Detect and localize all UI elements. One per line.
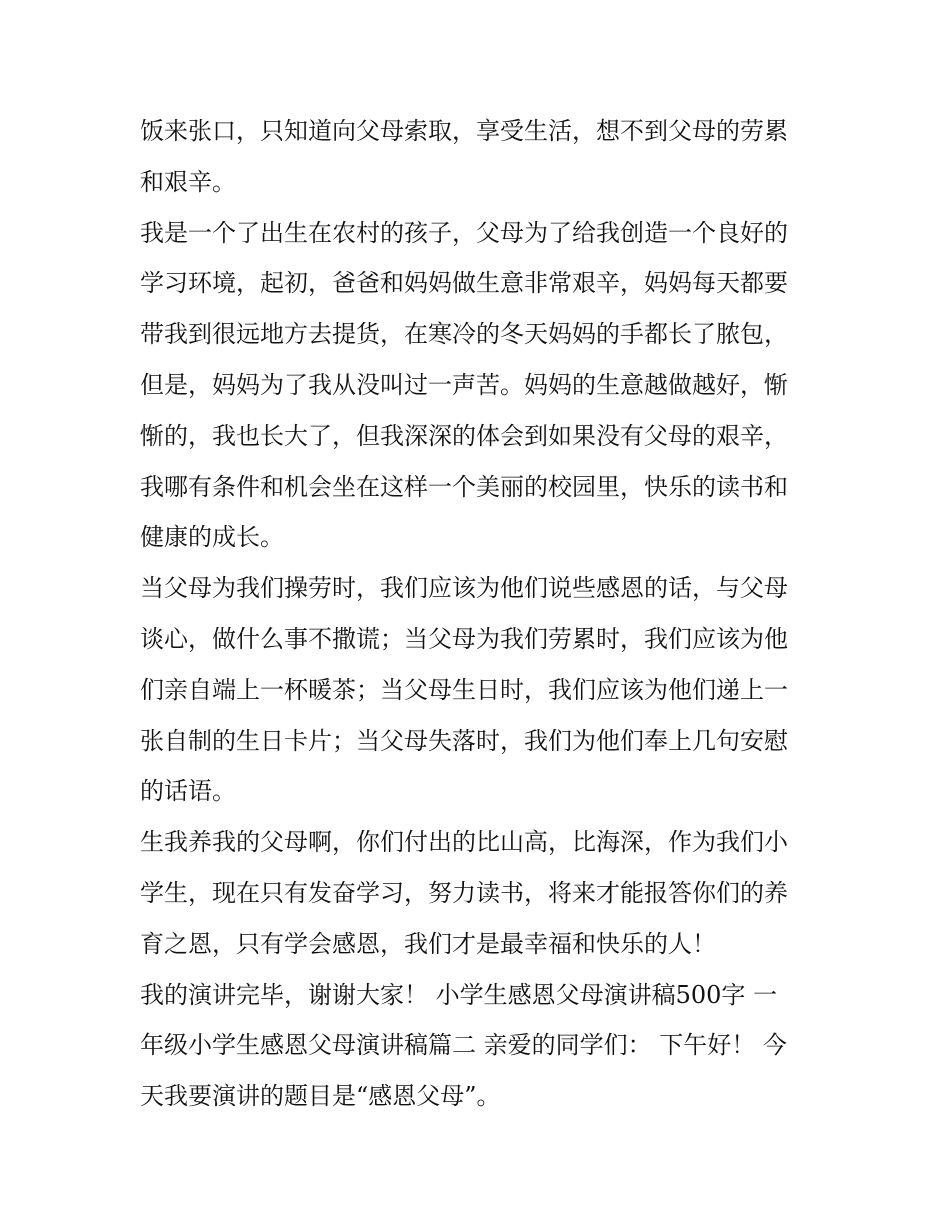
text-line: 天我要演讲的题目是“感恩父母”。 bbox=[140, 1082, 501, 1111]
text-line: 张自制的生日卡片；当父母失落时，我们为他们奉上几句安慰 bbox=[140, 726, 788, 755]
text-line: 我哪有条件和机会坐在这样一个美丽的校园里，快乐的读书和 bbox=[140, 472, 788, 501]
text-line: 饭来张口，只知道向父母索取，享受生活，想不到父母的劳累 bbox=[140, 117, 788, 145]
text-line: 学习环境，起初，爸爸和妈妈做生意非常艰辛，妈妈每天都要 bbox=[140, 269, 788, 298]
text-line: 的话语。 bbox=[140, 777, 236, 806]
text-line: 健康的成长。 bbox=[140, 523, 284, 552]
text-line: 年级小学生感恩父母演讲稿篇二 亲爱的同学们： 下午好！ 今 bbox=[140, 1031, 787, 1060]
text-line: 生我养我的父母啊，你们付出的比山高，比海深，作为我们小 bbox=[140, 828, 788, 857]
text-line: 但是，妈妈为了我从没叫过一声苦。妈妈的生意越做越好，惭 bbox=[140, 370, 788, 399]
text-line: 带我到很远地方去提货，在寒冷的冬天妈妈的手都长了脓包， bbox=[140, 320, 788, 349]
text-line: 们亲自端上一杯暖茶；当父母生日时，我们应该为他们递上一 bbox=[140, 675, 788, 704]
text-line: 学生，现在只有发奋学习，努力读书，将来才能报答你们的养 bbox=[140, 878, 788, 907]
text-line: 当父母为我们操劳时，我们应该为他们说些感恩的话，与父母 bbox=[140, 574, 788, 603]
text-line: 我是一个了出生在农村的孩子，父母为了给我创造一个良好的 bbox=[140, 218, 788, 247]
text-line: 惭的，我也长大了，但我深深的体会到如果没有父母的艰辛， bbox=[140, 421, 788, 450]
text-line: 育之恩，只有学会感恩，我们才是最幸福和快乐的人！ bbox=[140, 929, 716, 958]
document-body bbox=[140, 106, 820, 1122]
text-line: 我的演讲完毕，谢谢大家！ 小学生感恩父母演讲稿500字 一 bbox=[140, 980, 778, 1009]
text-line: 谈心，做什么事不撒谎；当父母为我们劳累时，我们应该为他 bbox=[140, 624, 788, 653]
text-line: 和艰辛。 bbox=[140, 167, 236, 196]
